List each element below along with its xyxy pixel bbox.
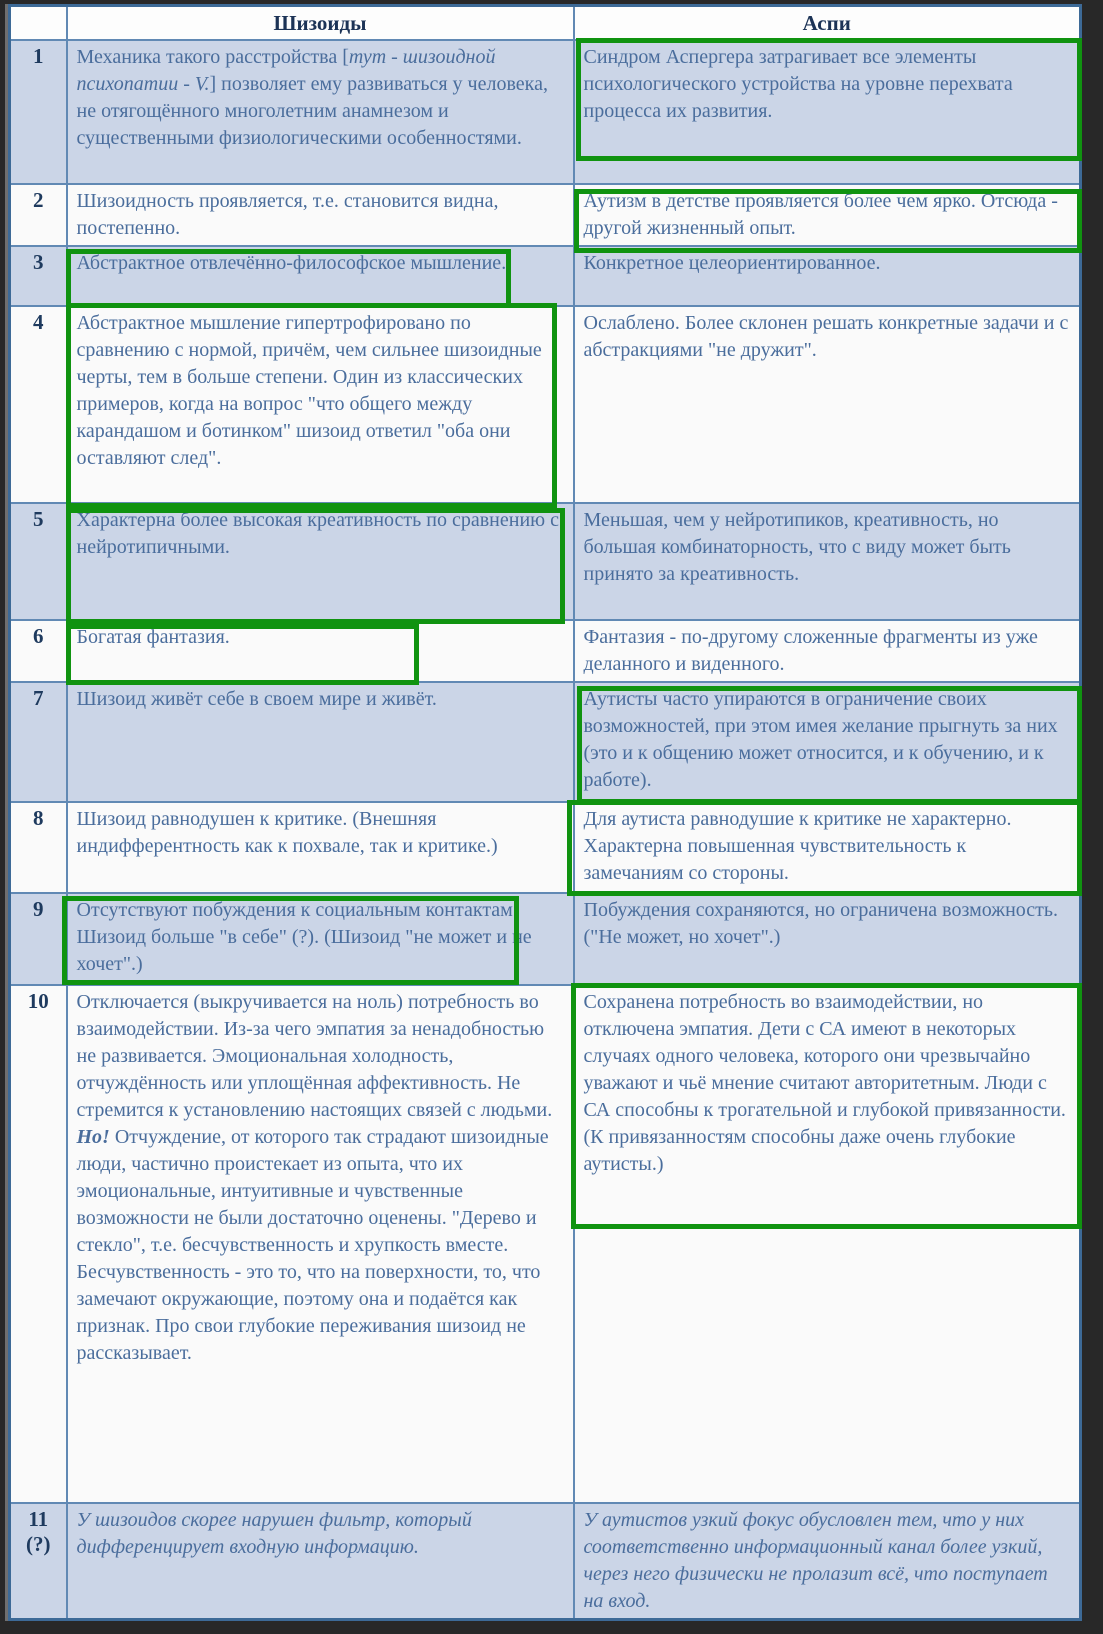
cell-text bbox=[77, 806, 564, 860]
row-number bbox=[10, 893, 67, 985]
comparison-table-body bbox=[10, 40, 1081, 1620]
text-segment: Абстрактное отвлечённо-философское мышление. bbox=[76, 252, 507, 274]
table-row bbox=[10, 40, 1081, 184]
row-number bbox=[10, 306, 67, 503]
table-header bbox=[10, 6, 1081, 41]
text-segment: Фантазия - по-другому сложенные фрагменты из уже деланного и виденного. bbox=[583, 626, 1038, 675]
cell-text bbox=[77, 989, 564, 1367]
row-number-suffix: (?) bbox=[26, 1532, 51, 1556]
cell-text bbox=[584, 188, 1071, 242]
row-number-text: 2 bbox=[33, 188, 44, 212]
cell-text bbox=[584, 989, 1071, 1178]
cell-text bbox=[77, 686, 564, 713]
cell-schizoid-row-6 bbox=[67, 620, 574, 682]
cell-aspie-row-3 bbox=[574, 246, 1081, 306]
row-number-text: 10 bbox=[27, 989, 49, 1013]
text-segment: Конкретное целеориентированное. bbox=[583, 252, 881, 274]
text-segment: Отчуждение, от которого так страдают шизоидные люди, частично проистекает из опыта, что их эмоциональные, интуитивные и чувственные возможности не были достаточно оценены. "Дерево и стекло", т.е. бесчувственность и хрупкость вместе. Бесчувственность - это то, что на поверхности, то, что замечают окружающие, поэтому она и подаётся как признак. Про свои глубокие переживания шизоид не рассказывает. bbox=[76, 1126, 549, 1364]
cell-text bbox=[584, 44, 1071, 125]
table-row bbox=[10, 620, 1081, 682]
table-row bbox=[10, 1503, 1081, 1620]
text-segment: Абстрактное мышление гипертрофировано по сравнению с нормой, причём, чем сильнее шизоидные черты, тем в больше степени. Один из классических примеров, когда на вопрос "что общего между карандашом и ботинком" шизоид ответил "оба они оставляют след". bbox=[76, 312, 542, 469]
header-number-column bbox=[10, 6, 67, 41]
row-number-text: 9 bbox=[33, 897, 44, 921]
header-row bbox=[10, 6, 1081, 41]
cell-text bbox=[584, 806, 1071, 887]
row-number-text: 6 bbox=[33, 624, 44, 648]
header-schizoids: Шизоиды bbox=[67, 6, 574, 41]
cell-text bbox=[77, 1507, 564, 1561]
text-segment: Шизоидность проявляется, т.е. становится видна, постепенно. bbox=[76, 190, 499, 239]
table-row bbox=[10, 802, 1081, 893]
text-segment: Отсутствуют побуждения к социальным контактам. Шизоид больше "в себе" (?). (Шизоид "не может и не хочет".) bbox=[76, 899, 532, 975]
row-number bbox=[10, 503, 67, 620]
text-segment: У аутистов узкий фокус обусловлен тем, что у них соответственно информационный канал более узкий, через него физически не пролазит всё, что поступает на вход. bbox=[583, 1509, 1048, 1612]
text-segment: Шизоид живёт себе в своем мире и живёт. bbox=[76, 688, 437, 710]
table-row bbox=[10, 184, 1081, 246]
cell-text bbox=[77, 897, 564, 978]
cell-aspie-row-8 bbox=[574, 802, 1081, 893]
cell-schizoid-row-3 bbox=[67, 246, 574, 306]
cell-aspie-row-6 bbox=[574, 620, 1081, 682]
cell-aspie-row-7 bbox=[574, 682, 1081, 802]
cell-schizoid-row-8 bbox=[67, 802, 574, 893]
row-number-text: 8 bbox=[33, 806, 44, 830]
cell-schizoid-row-2 bbox=[67, 184, 574, 246]
cell-aspie-row-4 bbox=[574, 306, 1081, 503]
cell-aspie-row-11 bbox=[574, 1503, 1081, 1620]
text-segment: Отключается (выкручивается на ноль) потребность во взаимодействии. Из-за чего эмпатия за ненадобностью не развивается. Эмоциональная холодность, отчуждённость или уплощённая аффективность. Не стремится к установлению настоящих связей с людьми. bbox=[76, 991, 553, 1121]
text-segment: Шизоид равнодушен к критике. (Внешняя индифферентность как к похвале, так и критике.) bbox=[76, 808, 498, 857]
cell-schizoid-row-11 bbox=[67, 1503, 574, 1620]
cell-text bbox=[584, 310, 1071, 364]
cell-schizoid-row-4 bbox=[67, 306, 574, 503]
text-segment: Механика такого расстройства [ bbox=[76, 46, 349, 68]
text-segment: тут - шизоидной психопатии - V. bbox=[76, 46, 496, 95]
row-number-text: 3 bbox=[33, 250, 44, 274]
cell-aspie-row-2 bbox=[574, 184, 1081, 246]
row-number bbox=[10, 682, 67, 802]
cell-aspie-row-1 bbox=[574, 40, 1081, 184]
row-number bbox=[10, 184, 67, 246]
table-row bbox=[10, 682, 1081, 802]
text-segment: Аутизм в детстве проявляется более чем ярко. Отсюда - другой жизненный опыт. bbox=[583, 190, 1058, 239]
table-row bbox=[10, 985, 1081, 1503]
text-segment: Ослаблено. Более склонен решать конкретные задачи и с абстракциями "не дружит". bbox=[583, 312, 1069, 361]
text-segment: Меньшая, чем у нейротипиков, креативность, но большая комбинаторность, что с виду может быть принято за креативность. bbox=[583, 509, 1011, 585]
comparison-table bbox=[8, 4, 1082, 1621]
cell-schizoid-row-5 bbox=[67, 503, 574, 620]
row-number bbox=[10, 620, 67, 682]
text-segment: Характерна более высокая креативность по сравнению с нейротипичными. bbox=[76, 509, 559, 558]
cell-aspie-row-9 bbox=[574, 893, 1081, 985]
row-number-text: 4 bbox=[33, 310, 44, 334]
table-row bbox=[10, 893, 1081, 985]
cell-text bbox=[77, 188, 564, 242]
cell-schizoid-row-1 bbox=[67, 40, 574, 184]
table-row bbox=[10, 246, 1081, 306]
text-segment: Побуждения сохраняются, но ограничена возможность. ("Не может, но хочет".) bbox=[583, 899, 1059, 948]
cell-text bbox=[77, 250, 564, 277]
row-number bbox=[10, 1503, 67, 1620]
cell-text bbox=[77, 624, 564, 651]
row-number-text: 11 bbox=[28, 1507, 49, 1531]
row-number bbox=[10, 985, 67, 1503]
header-aspies: Аспи bbox=[574, 6, 1081, 41]
cell-text bbox=[584, 897, 1071, 951]
row-number bbox=[10, 246, 67, 306]
text-segment: Но! bbox=[76, 1126, 110, 1148]
cell-text bbox=[77, 507, 564, 561]
text-segment: Богатая фантазия. bbox=[76, 626, 230, 648]
cell-aspie-row-5 bbox=[574, 503, 1081, 620]
cell-schizoid-row-10 bbox=[67, 985, 574, 1503]
text-segment: Для аутиста равнодушие к критике не характерно. Характерна повышенная чувствительность к замечаниям со стороны. bbox=[583, 808, 1012, 884]
row-number bbox=[10, 40, 67, 184]
cell-text bbox=[584, 1507, 1071, 1615]
row-number-text: 1 bbox=[33, 44, 44, 68]
text-segment: Аутисты часто упираются в ограничение своих возможностей, при этом имея желание прыгнуть за них (это и к общению может относится, и к обучению, и к работе). bbox=[583, 688, 1058, 791]
cell-text bbox=[584, 250, 1071, 277]
cell-schizoid-row-9 bbox=[67, 893, 574, 985]
text-segment: Сохранена потребность во взаимодействии, но отключена эмпатия. Дети с СА имеют в некоторых случаях одного человека, которого они чрезвычайно уважают и чьё мнение считают авторитетным. Люди с СА способны к трогательной и глубокой привязанности. (К привязанностям способны даже очень глубокие аутисты.) bbox=[583, 991, 1066, 1175]
cell-text bbox=[77, 44, 564, 152]
table-row bbox=[10, 503, 1081, 620]
table-row bbox=[10, 306, 1081, 503]
row-number-text: 7 bbox=[33, 686, 44, 710]
cell-text bbox=[584, 507, 1071, 588]
text-segment: ] позволяет ему развиваться у человека, не отягощённого многолетним анамнезом и существенными физиологическими особенностями. bbox=[76, 73, 548, 149]
row-number bbox=[10, 802, 67, 893]
cell-schizoid-row-7 bbox=[67, 682, 574, 802]
cell-text bbox=[584, 624, 1071, 678]
cell-text bbox=[77, 310, 564, 472]
text-segment: Синдром Аспергера затрагивает все элементы психологического устройства на уровне перехвата процесса их развития. bbox=[583, 46, 1013, 122]
text-segment: У шизоидов скорее нарушен фильтр, который дифференцирует входную информацию. bbox=[76, 1509, 472, 1558]
row-number-text: 5 bbox=[33, 507, 44, 531]
cell-aspie-row-10 bbox=[574, 985, 1081, 1503]
cell-text bbox=[584, 686, 1071, 794]
